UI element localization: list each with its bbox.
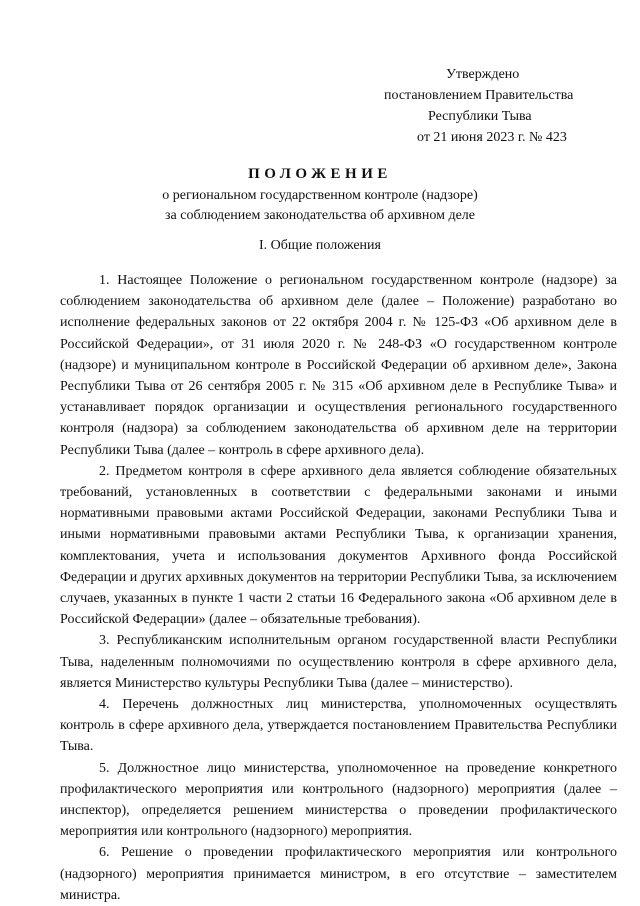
paragraph-3: 3. Республиканским исполнительным органом государственной власти Республики Тыва, наделенным полномочиями по осуществлению контроля в сфере архивного дела, является Министерство культуры Республики Тыва (далее – министерство). xyxy=(60,633,617,691)
subtitle-line-1: о региональном государственном контроле (надзоре) xyxy=(162,188,478,203)
paragraph-1: 1. Настоящее Положение о региональном государственном контроле (надзоре) за соблюдением законодательства об архивном деле (далее – Положение) разработано во исполнение федеральных законов от 22 октября 2004 г. № 125-ФЗ «Об архивном деле в Российской Федерации», от 31 июля 2020 г. № 248-ФЗ «О государственном контроле (надзоре) и муниципальном контроле в Российской Федерации об архивном деле», Закона Республики Тыва от 26 сентября 2005 г. № 315 «Об архивном деле в Республике Тыва» и устанавливает порядок организации и осуществления регионального государственного контроля (надзора) за соблюдением законодательства об архивном деле на территории Республики Тыва (далее – контроль в сфере архивного дела). xyxy=(60,273,617,458)
document-subtitle xyxy=(0,186,640,226)
paragraph-2: 2. Предметом контроля в сфере архивного дела является соблюдение обязательных требований, установленных в соответствии с федеральными законами и иными нормативными правовыми актами Российской Федерации, законами Республики Тыва и иными нормативными правовыми актами Республики Тыва, к организации хранения, комплектования, учета и использования документов Архивного фонда Российской Федерации и других архивных документов на территории Республики Тыва, за исключением случаев, указанных в пункте 1 части 2 статьи 16 Федерального закона «Об архивном деле в Российской Федерации» (далее – обязательные требования). xyxy=(60,463,617,628)
paragraph-6: 6. Решение о проведении профилактического мероприятия или контрольного (надзорного) мероприятия принимается министром, в его отсутствие – заместителем министра. xyxy=(60,845,617,903)
document-title: ПОЛОЖЕНИЕ xyxy=(248,166,392,182)
approval-stamp xyxy=(384,64,604,148)
section-heading: I. Общие положения xyxy=(259,238,381,253)
paragraph-5: 5. Должностное лицо министерства, уполномоченное на проведение конкретного профилактического мероприятия или контрольного (надзорного) мероприятия (далее – инспектор), определяется решением министерства о проведении профилактического мероприятия или контрольного (надзорного) мероприятия. xyxy=(60,760,617,840)
subtitle-line-2: за соблюдением законодательства об архивном деле xyxy=(165,208,475,223)
approval-line-date: от 21 июня 2023 г. № 423 xyxy=(417,130,567,145)
approval-line-resolution: постановлением Правительства xyxy=(384,88,574,103)
paragraph-4: 4. Перечень должностных лиц министерства, уполномоченных осуществлять контроль в сфере архивного дела, утверждается постановлением Правительства Республики Тыва. xyxy=(60,697,617,755)
approval-line-republic: Республики Тыва xyxy=(428,109,532,124)
document-body xyxy=(60,270,617,906)
approval-line-approved: Утверждено xyxy=(446,67,520,82)
